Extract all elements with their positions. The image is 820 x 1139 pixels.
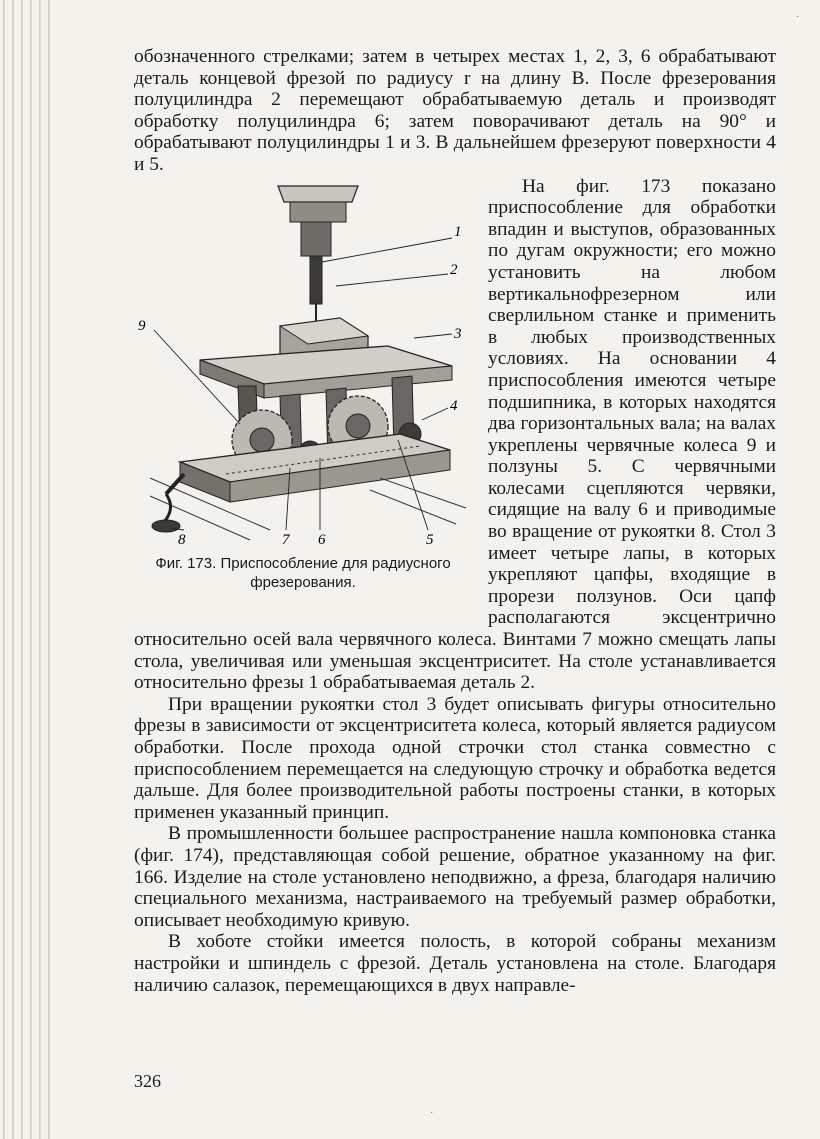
label-4: 4 (450, 397, 458, 414)
label-9: 9 (138, 317, 146, 334)
paragraph-2: На фиг. 173 показано приспособление для обработки впадин и выступов, образованных по дугам окружности; его можно установить на любом вертикальнофрезерном или сверлильном станке и применить в любых производственных условиях. На основании 4 приспособления имеются четыре подшипника, в которых находятся два горизонтальных вала; на валах укреплены червячные колеса 9 и ползуны 5. С червячными колесами сцепляются червяки, сидящие на валу 6 и приводимые во вращение от рукоятки 8. Стол 3 имеет четыре лапы, в которых укрепляют цапфы, входящие в прорези ползунов. Оси цапф располагаются эксцентрично относительно осей вала червячного колеса. Винтами 7 можно смещать лапы стола, увеличивая или уменьшая эксцентриситет. На столе устанавливается относительно фрезы 1 обрабатываемая деталь 2. (134, 175, 776, 694)
book-binding-edge (0, 0, 52, 1139)
label-3: 3 (454, 325, 462, 342)
label-1: 1 (454, 223, 462, 240)
scan-speck: · (430, 1108, 434, 1119)
figure-caption: Фиг. 173. Приспособление для радиусного фрезерования. (155, 554, 451, 591)
paragraph-5: В хоботе стойки имеется полость, в которой собраны механизм настройки и шпиндель с фрезой. Деталь установлена на столе. Благодаря наличию салазок, перемещающихся в двух направле- (134, 931, 776, 996)
scan-speck: · (796, 12, 800, 23)
paragraph-3: При вращении рукоятки стол 3 будет описывать фигуры относительно фрезы в зависимости от эксцентриситета колеса, который является радиусом обработки. После прохода одной строчки стол станка совместно с приспособлением перемещается на следующую строчку и обработка ведется дальше. Для более производительной работы построены станки, в которых применен указанный принцип. (134, 693, 776, 823)
page-body (134, 46, 776, 996)
page-number: 326 (134, 1071, 161, 1091)
label-6: 6 (318, 531, 326, 548)
label-7: 7 (282, 531, 290, 548)
fixture-illustration (130, 178, 476, 548)
figure-173 (130, 178, 476, 619)
label-2: 2 (450, 261, 458, 278)
label-5: 5 (426, 531, 434, 548)
paragraph-4: В промышленности большее распространение нашла компоновка станка (фиг. 174), представляющая собой решение, обратное указанному на фиг. 166. Изделие на столе установлено неподвижно, а фреза, благодаря наличию специального механизма, настраиваемого на требуемый размер обработки, описывает необходимую кривую. (134, 823, 776, 931)
label-8: 8 (178, 531, 186, 548)
paragraph-1: обозначенного стрелками; затем в четырех местах 1, 2, 3, 6 обрабатывают деталь концевой фрезой по радиусу r на длину B. После фрезерования полуцилиндра 2 перемещают обрабатываемую деталь и производят обработку полуцилиндра 6; затем поворачивают деталь на 90° и обрабатывают полуцилиндры 1 и 3. В дальнейшем фрезеруют поверхности 4 и 5. (134, 46, 776, 175)
